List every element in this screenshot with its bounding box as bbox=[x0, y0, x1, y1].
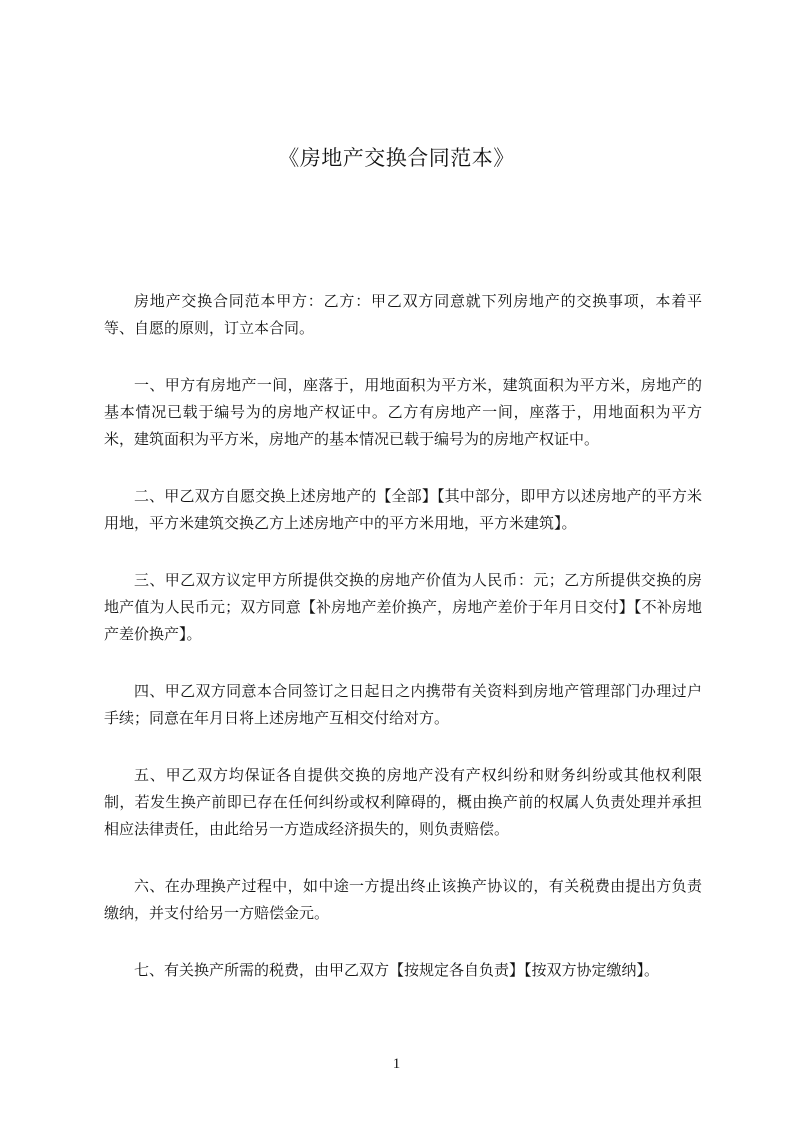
paragraph-clause-6: 六、在办理换产过程中，如中途一方提出终止该换产协议的，有关税费由提出方负责缴纳，并支付给另一方赔偿金元。 bbox=[104, 877, 702, 922]
paragraph-clause-4: 四、甲乙双方同意本合同签订之日起日之内携带有关资料到房地产管理部门办理过户手续；同意在年月日将上述房地产互相交付给对方。 bbox=[104, 682, 702, 727]
paragraph-clause-2: 二、甲乙双方自愿交换上述房地产的【全部】【其中部分，即甲方以述房地产的平方米用地，平方米建筑交换乙方上述房地产中的平方米用地，平方米建筑】。 bbox=[104, 487, 702, 532]
paragraph-clause-7: 七、有关换产所需的税费，由甲乙双方【按规定各自负责】【按双方协定缴纳】。 bbox=[134, 961, 660, 979]
paragraph-clause-1: 一、甲方有房地产一间，座落于，用地面积为平方米，建筑面积为平方米，房地产的基本情况已载于编号为的房地产权证中。乙方有房地产一间，座落于，用地面积为平方米，建筑面积为平方米，房地产的基本情况已载于编号为的房地产权证中。 bbox=[104, 376, 702, 448]
document-body bbox=[104, 288, 702, 1014]
page-number: 1 bbox=[392, 1056, 401, 1072]
paragraph-clause-5: 五、甲乙双方均保证各自提供交换的房地产没有产权纠纷和财务纠纷或其他权利限制，若发生换产前即已存在任何纠纷或权利障碍的，概由换产前的权属人负责处理并承担相应法律责任，由此给另一方造成经济损失的，则负责赔偿。 bbox=[104, 766, 702, 838]
paragraph-intro: 房地产交换合同范本甲方：乙方：甲乙双方同意就下列房地产的交换事项，本着平等、自愿的原则，订立本合同。 bbox=[104, 292, 702, 337]
document-title: 《房地产交换合同范本》 bbox=[278, 146, 515, 170]
paragraph-clause-3: 三、甲乙双方议定甲方所提供交换的房地产价值为人民币：元；乙方所提供交换的房地产值为人民币元；双方同意【补房地产差价换产，房地产差价于年月日交付】【不补房地产差价换产】。 bbox=[104, 571, 702, 643]
